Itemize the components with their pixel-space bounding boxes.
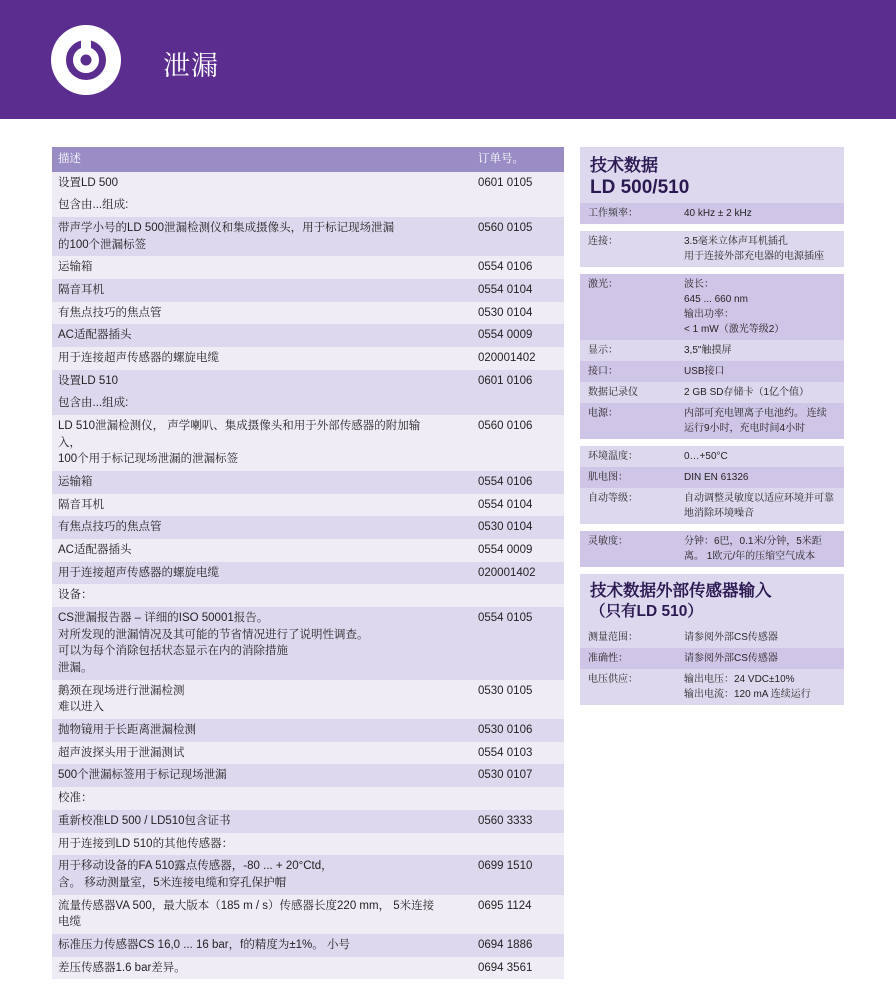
table-row xyxy=(52,855,564,894)
row-order-number: 0560 3333 xyxy=(472,810,564,833)
spec-value: 分钟：6巴，0.1米/分钟，5米距离。 1欧元/年的压缩空气成本 xyxy=(676,531,844,567)
table-row xyxy=(52,302,564,325)
table-row xyxy=(52,279,564,302)
row-description: 标准压力传感器CS 16,0 ... 16 bar，f的精度为±1%。 小号 xyxy=(52,934,472,957)
spec-label: 测量范围： xyxy=(580,627,676,648)
spec-value: 3,5"触摸屏 xyxy=(676,340,844,361)
row-description: 用于连接到LD 510的其他传感器： xyxy=(52,833,472,856)
row-description: 鹅颈在现场进行泄漏检测 难以进入 xyxy=(52,680,472,719)
spec-label: 数据记录仪 xyxy=(580,382,676,403)
spec-row xyxy=(580,403,844,439)
table-row xyxy=(52,392,564,415)
spec-row xyxy=(580,203,844,224)
spec-label: 接口： xyxy=(580,361,676,382)
spec-row xyxy=(580,531,844,567)
table-row xyxy=(52,324,564,347)
row-order-number xyxy=(472,194,564,217)
spec-value: DIN EN 61326 xyxy=(676,467,844,488)
table-row xyxy=(52,256,564,279)
table-row xyxy=(52,194,564,217)
row-order-number: 0601 0106 xyxy=(472,370,564,393)
spec-gap-row xyxy=(580,267,844,274)
row-description: 500个泄漏标签用于标记现场泄漏 xyxy=(52,764,472,787)
row-order-number: 0554 0009 xyxy=(472,539,564,562)
spec-gap-row xyxy=(580,439,844,446)
row-order-number: 0554 0106 xyxy=(472,256,564,279)
row-order-number: 0695 1124 xyxy=(472,895,564,934)
table-row xyxy=(52,562,564,585)
order-table-header-row xyxy=(52,147,564,172)
row-description: 流量传感器VA 500，最大版本（185 m / s）传感器长度220 mm， 5米连接 电缆 xyxy=(52,895,472,934)
table-row xyxy=(52,584,564,607)
row-order-number: 0554 0106 xyxy=(472,471,564,494)
row-order-number: 0601 0105 xyxy=(472,172,564,195)
row-order-number: 0560 0106 xyxy=(472,415,564,471)
row-order-number: 0554 0009 xyxy=(472,324,564,347)
table-row xyxy=(52,764,564,787)
spec-row xyxy=(580,340,844,361)
spec-value: 2 GB SD存储卡（1亿个值） xyxy=(676,382,844,403)
row-order-number: 0694 1886 xyxy=(472,934,564,957)
row-description: 超声波探头用于泄漏测试 xyxy=(52,742,472,765)
row-description: 有焦点技巧的焦点管 xyxy=(52,516,472,539)
spec-row xyxy=(580,382,844,403)
table-row xyxy=(52,833,564,856)
table-row xyxy=(52,347,564,370)
row-order-number: 020001402 xyxy=(472,562,564,585)
row-description: 用于连接超声传感器的螺旋电缆 xyxy=(52,347,472,370)
spec-label: 肌电图： xyxy=(580,467,676,488)
row-description: 重新校准LD 500 / LD510包含证书 xyxy=(52,810,472,833)
row-order-number: 0530 0107 xyxy=(472,764,564,787)
spec-label: 工作频率： xyxy=(580,203,676,224)
row-description: AC适配器插头 xyxy=(52,539,472,562)
column-header-order-number: 订单号。 xyxy=(472,147,564,172)
technical-data-title: 技术数据 xyxy=(590,156,658,175)
row-description: 校准： xyxy=(52,787,472,810)
table-row xyxy=(52,516,564,539)
row-description: 设置LD 500 xyxy=(52,172,472,195)
spec-value: 输出电压：24 VDC±10% 输出电流：120 mA 连续运行 xyxy=(676,669,844,705)
technical-data-subtitle: LD 500/510 xyxy=(590,177,690,199)
table-row xyxy=(52,217,564,256)
technical-data-header xyxy=(580,147,844,203)
spec-label: 电压供应： xyxy=(580,669,676,705)
technical-data-2-subtitle: （只有LD 510） xyxy=(590,603,703,621)
spec-value: USB接口 xyxy=(676,361,844,382)
row-description: 带声学小号的LD 500泄漏检测仪和集成摄像头，用于标记现场泄漏 的100个泄漏标签 xyxy=(52,217,472,256)
technical-data-box xyxy=(580,147,844,567)
row-order-number: 0554 0104 xyxy=(472,279,564,302)
technical-data-2-title: 技术数据外部传感器输入 xyxy=(590,581,772,600)
order-table-container xyxy=(52,147,564,979)
row-order-number xyxy=(472,392,564,415)
table-row xyxy=(52,415,564,471)
table-row xyxy=(52,172,564,195)
spec-row xyxy=(580,274,844,340)
column-header-description: 描述 xyxy=(52,147,472,172)
table-row xyxy=(52,607,564,680)
row-order-number: 0554 0105 xyxy=(472,607,564,680)
row-description: 用于移动设备的FA 510露点传感器，-80 ... + 20°Ctd， 含。 移动测量室，5米连接电缆和穿孔保护帽 xyxy=(52,855,472,894)
row-description: 运输箱 xyxy=(52,256,472,279)
page-header-banner xyxy=(0,0,896,119)
row-order-number: 0694 3561 xyxy=(472,957,564,980)
spec-label: 显示： xyxy=(580,340,676,361)
spec-value: 3.5毫米立体声耳机插孔 用于连接外部充电器的电源插座 xyxy=(676,231,844,267)
table-row xyxy=(52,539,564,562)
row-description: 有焦点技巧的焦点管 xyxy=(52,302,472,325)
spec-row xyxy=(580,446,844,467)
spec-label: 自动等级： xyxy=(580,488,676,524)
brand-logo xyxy=(51,25,121,95)
spec-label: 准确性： xyxy=(580,648,676,669)
spec-value: 自动调整灵敏度以适应环境并可靠地消除环境噪音 xyxy=(676,488,844,524)
row-order-number: 0699 1510 xyxy=(472,855,564,894)
table-row xyxy=(52,957,564,980)
row-description: 用于连接超声传感器的螺旋电缆 xyxy=(52,562,472,585)
spec-value: 波长： 645 ... 660 nm 输出功率： < 1 mW（激光等级2） xyxy=(676,274,844,340)
row-description: 隔音耳机 xyxy=(52,494,472,517)
spec-row xyxy=(580,488,844,524)
order-table xyxy=(52,147,564,979)
logo-center-dot xyxy=(81,55,92,66)
table-row xyxy=(52,895,564,934)
spec-label: 灵敏度： xyxy=(580,531,676,567)
row-order-number xyxy=(472,833,564,856)
table-row xyxy=(52,494,564,517)
table-row xyxy=(52,370,564,393)
row-order-number: 0530 0106 xyxy=(472,719,564,742)
row-description: 包含由...组成: xyxy=(52,194,472,217)
spec-row xyxy=(580,467,844,488)
spec-label: 激光： xyxy=(580,274,676,340)
row-description: 隔音耳机 xyxy=(52,279,472,302)
row-description: 设备： xyxy=(52,584,472,607)
row-order-number: 0554 0103 xyxy=(472,742,564,765)
spec-row xyxy=(580,627,844,648)
row-order-number xyxy=(472,787,564,810)
row-description: 设置LD 510 xyxy=(52,370,472,393)
spec-row xyxy=(580,231,844,267)
spec-value: 请参阅外部CS传感器 xyxy=(676,627,844,648)
row-order-number: 0554 0104 xyxy=(472,494,564,517)
row-description: LD 510泄漏检测仪， 声学喇叭、集成摄像头和用于外部传感器的附加输 入， 100个用于标记现场泄漏的泄漏标签 xyxy=(52,415,472,471)
spec-row xyxy=(580,361,844,382)
row-description: 差压传感器1.6 bar差异。 xyxy=(52,957,472,980)
row-description: 运输箱 xyxy=(52,471,472,494)
spec-value: 40 kHz ± 2 kHz xyxy=(676,203,844,224)
spec-gap-row xyxy=(580,524,844,531)
technical-data-table xyxy=(580,203,844,567)
spec-label: 连接： xyxy=(580,231,676,267)
row-description: CS泄漏报告器 – 详细的ISO 50001报告。 对所发现的泄漏情况及其可能的节省情况进行了说明性调查。 可以为每个消除包括状态显示在内的消除措施 泄漏。 xyxy=(52,607,472,680)
spec-row xyxy=(580,669,844,705)
row-order-number: 0560 0105 xyxy=(472,217,564,256)
technical-data-2-header xyxy=(580,574,844,627)
spec-value: 内部可充电锂离子电池约。 连续运行9小时，充电时间4小时 xyxy=(676,403,844,439)
technical-data-table-2 xyxy=(580,627,844,705)
technical-data-container xyxy=(580,147,844,705)
spec-value: 请参阅外部CS传感器 xyxy=(676,648,844,669)
spec-value: 0…+50°C xyxy=(676,446,844,467)
row-order-number: 0530 0104 xyxy=(472,302,564,325)
spec-label: 电源： xyxy=(580,403,676,439)
table-row xyxy=(52,471,564,494)
table-row xyxy=(52,719,564,742)
table-row xyxy=(52,742,564,765)
row-description: 抛物镜用于长距离泄漏检测 xyxy=(52,719,472,742)
circular-target-logo-icon xyxy=(66,40,106,80)
row-order-number: 0530 0105 xyxy=(472,680,564,719)
spec-label: 环境温度： xyxy=(580,446,676,467)
spec-row xyxy=(580,648,844,669)
table-row xyxy=(52,787,564,810)
spec-gap-row xyxy=(580,224,844,231)
row-order-number xyxy=(472,584,564,607)
table-row xyxy=(52,810,564,833)
row-description: AC适配器插头 xyxy=(52,324,472,347)
row-order-number: 0530 0104 xyxy=(472,516,564,539)
row-order-number: 020001402 xyxy=(472,347,564,370)
table-row xyxy=(52,680,564,719)
technical-data-box-2 xyxy=(580,574,844,705)
table-row xyxy=(52,934,564,957)
page-title: 泄漏 xyxy=(163,51,219,81)
row-description: 包含由...组成: xyxy=(52,392,472,415)
